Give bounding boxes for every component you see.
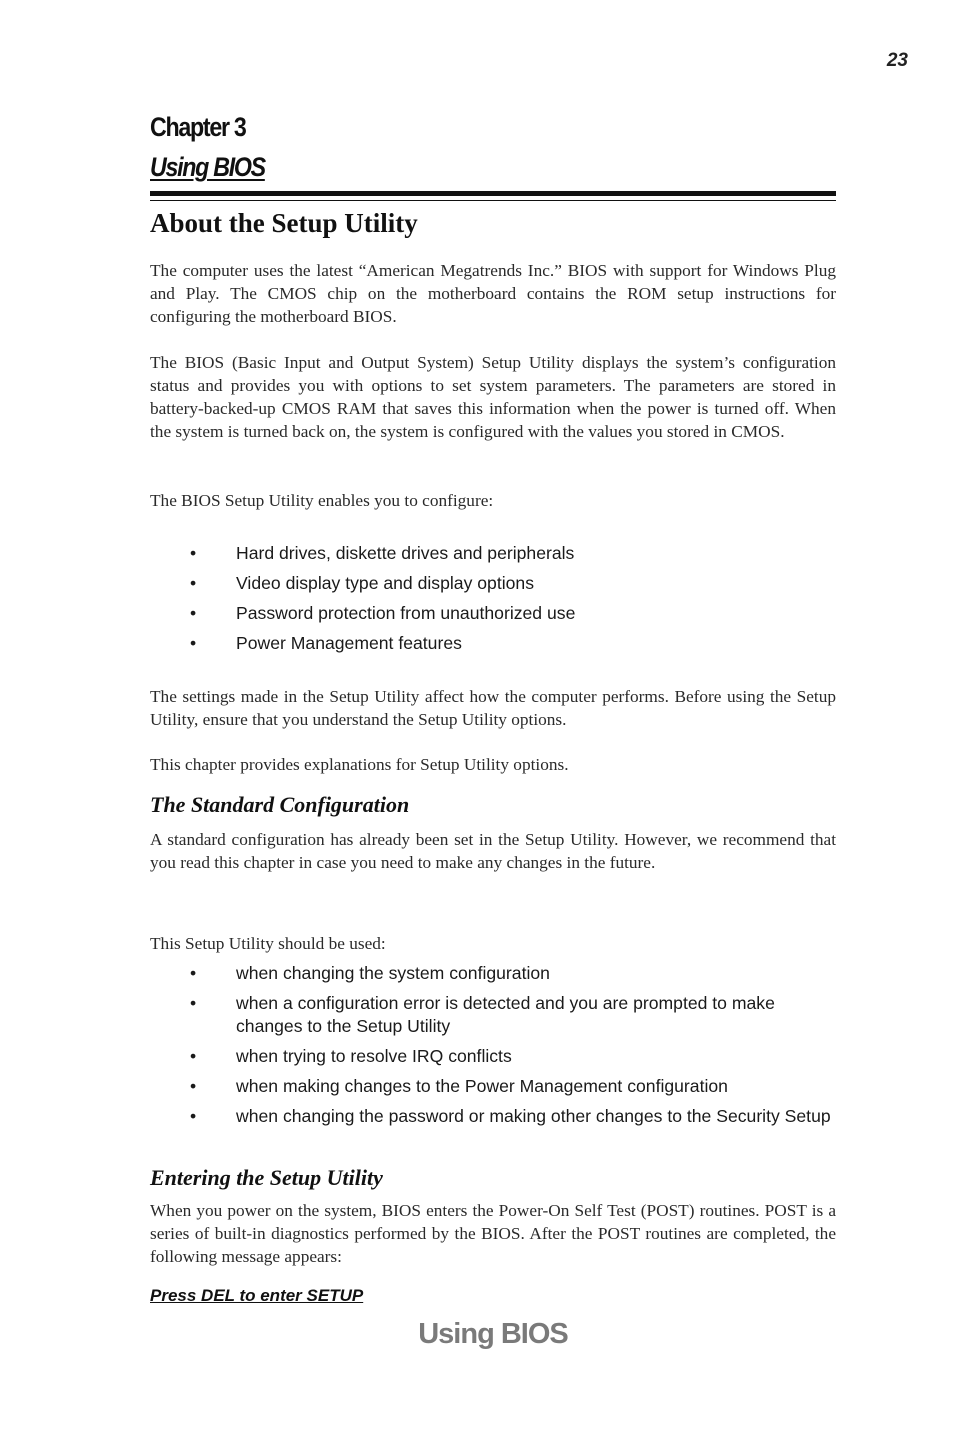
usage-intro: This Setup Utility should be used: <box>150 934 386 953</box>
list-item <box>150 1075 836 1098</box>
usage-list <box>150 962 836 1135</box>
list-item <box>150 962 836 985</box>
list-item-text: when making changes to the Power Management configuration <box>236 1076 728 1096</box>
section-title: About the Setup Utility <box>150 208 418 238</box>
header-rule-thick <box>150 191 836 196</box>
settings-paragraph: The settings made in the Setup Utility affect how the computer performs. Before using the Setup Utility, ensure that you understand the Setup Utility options. <box>150 687 836 729</box>
list-item <box>150 992 836 1038</box>
list-item <box>150 602 836 632</box>
chapter-title: Using BIOS <box>150 152 265 182</box>
bullet-icon: • <box>190 573 197 593</box>
bullet-icon: • <box>190 963 197 983</box>
list-item-text: Hard drives, diskette drives and peripherals <box>236 543 575 563</box>
list-item <box>150 572 836 602</box>
bullet-icon: • <box>190 993 197 1013</box>
configure-list <box>150 542 836 662</box>
bullet-icon: • <box>190 543 197 563</box>
entering-heading: Entering the Setup Utility <box>150 1165 383 1190</box>
list-item-text: Password protection from unauthorized use <box>236 603 576 623</box>
list-item-text: when a configuration error is detected and you are prompted to make changes to the Setup Utility <box>236 993 775 1036</box>
list-item <box>150 1105 836 1128</box>
list-item <box>150 632 836 662</box>
header-rule-thin <box>150 200 836 201</box>
bullet-icon: • <box>190 1106 197 1126</box>
chapter-label: Chapter 3 <box>150 112 246 142</box>
list-item-text: when changing the system configuration <box>236 963 550 983</box>
standard-config-heading: The Standard Configuration <box>150 792 410 817</box>
list-item-text: Video display type and display options <box>236 573 534 593</box>
bullet-icon: • <box>190 1076 197 1096</box>
bullet-icon: • <box>190 633 197 653</box>
bullet-icon: • <box>190 603 197 623</box>
configure-intro: The BIOS Setup Utility enables you to configure: <box>150 491 494 510</box>
list-item <box>150 1045 836 1068</box>
chapter-note: This chapter provides explanations for Setup Utility options. <box>150 755 569 774</box>
entering-paragraph: When you power on the system, BIOS enters the Power-On Self Test (POST) routines. POST is a series of built-in diagnostics performed by the BIOS. After the POST routines are completed, the following message appears: <box>150 1201 836 1266</box>
list-item-text: when changing the password or making other changes to the Security Setup <box>236 1106 831 1126</box>
list-item-text: Power Management features <box>236 633 462 653</box>
intro-paragraph: The computer uses the latest “American Megatrends Inc.” BIOS with support for Windows Plug and Play. The CMOS chip on the motherboard contains the ROM setup instructions for configuring the motherboard BIOS. <box>150 261 836 326</box>
page-number: 23 <box>886 50 908 71</box>
bios-description-paragraph: The BIOS (Basic Input and Output System) Setup Utility displays the system’s configuration status and provides you with options to set system parameters. The parameters are stored in battery-backed-up CMOS RAM that saves this information when the power is turned off. When the system is turned back on, the system is configured with the values you stored in CMOS. <box>150 353 836 441</box>
footer-title: Using BIOS <box>418 1318 568 1350</box>
list-item <box>150 542 836 572</box>
standard-config-paragraph: A standard configuration has already been set in the Setup Utility. However, we recommend that you read this chapter in case you need to make any changes in the future. <box>150 830 836 872</box>
list-item-text: when trying to resolve IRQ conflicts <box>236 1046 512 1066</box>
bullet-icon: • <box>190 1046 197 1066</box>
press-del-message: Press DEL to enter SETUP <box>150 1286 364 1305</box>
